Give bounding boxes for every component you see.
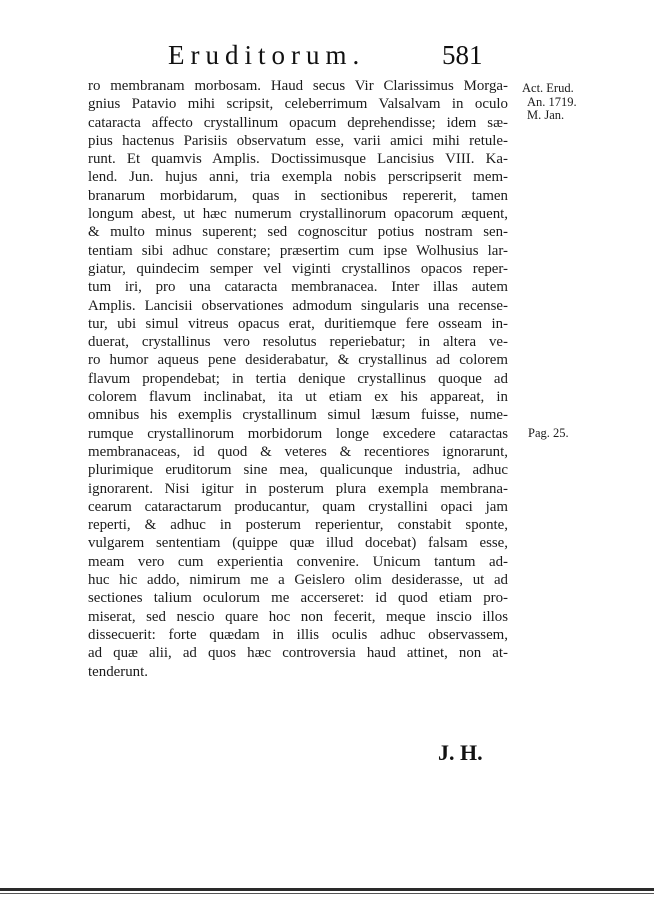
text-line: duerat, crystallinus vero resolutus reperiebatur; in altera ve- — [88, 334, 508, 351]
text-line: ad quæ alii, ad quos hæc controversia haud attinet, non at- — [88, 645, 508, 662]
text-line: longum abest, ut hæc numerum crystallinorum opacorum æquent, — [88, 206, 508, 223]
text-line: dissecuerit: forte quædam in illis oculis adhuc observassem, — [88, 626, 508, 643]
text-line: huc hic addo, nimirum me a Geislero olim desiderasse, ut ad — [88, 572, 508, 589]
text-line: miserat, sed nescio quare hoc non fecerit, meque inscio illos — [88, 608, 508, 625]
text-line: Amplis. Lancisii observationes admodum singularis una recense- — [88, 297, 508, 314]
text-line: pius hactenus Parisiis observatum esse, varii amici mihi retule- — [88, 132, 508, 149]
text-line: branarum morbidarum, quas in sectionibus repererit, tamen — [88, 187, 508, 204]
margin-note-acta — [522, 82, 652, 123]
text-line: plurimique eruditorum sine mea, qualicunque industria, adhuc — [88, 462, 508, 479]
text-line: colorem flavum inclinabat, ita ut etiam ex his appareat, in — [88, 389, 508, 406]
author-signature: J. H. — [438, 740, 483, 765]
text-line: & multo minus superent; sed cognoscitur potius nostram sen- — [88, 224, 508, 241]
body-text — [88, 77, 508, 681]
running-head-title: Eruditorum. — [168, 40, 366, 70]
text-line: tum iri, pro una cataracta membranacea. Inter illas autem — [88, 279, 508, 296]
text-line: membranaceas, id quod & veteres & recentiores ignorarunt, — [88, 443, 508, 460]
text-line: meam vero cum experientia convenire. Unicum tantum ad- — [88, 553, 508, 570]
bottom-rule — [0, 893, 654, 894]
text-line: rumque crystallinorum morbidorum longe excedere cataractas — [88, 425, 508, 442]
text-line: tur, ubi simul vitreus opacus erat, duritiemque fere osseam in- — [88, 315, 508, 332]
margin-note-acta-line: Act. Erud. — [522, 81, 574, 95]
text-line: reperti, & adhuc in posterum reperientur, constabit sponte, — [88, 517, 508, 534]
page-number: 581 — [442, 40, 483, 70]
text-line: vulgarem sententiam (quippe quæ illud docebat) falsam esse, — [88, 535, 508, 552]
text-line: cearum cataractarum producantur, quam crystallini opaci jam — [88, 498, 508, 515]
text-line: omnibus his exemplis crystallinum simul læsum fuisse, nume- — [88, 407, 508, 424]
bottom-rule — [0, 888, 654, 891]
text-line: gnius Patavio mihi scripsit, celeberrimum Valsalvam in oculo — [88, 96, 508, 113]
text-line: cataracta affecto crystallinum opacum deprehendisse; idem sæ- — [88, 114, 508, 131]
text-line: runt. Et quamvis Amplis. Doctissimusque Lancisius VIII. Ka- — [88, 151, 508, 168]
margin-note-acta-line: An. 1719. — [527, 94, 577, 109]
text-line: ro membranam morbosam. Haud secus Vir Clarissimus Morga- — [88, 78, 508, 94]
text-line: ro humor aqueus pene desiderabatur, & crystallinus ad colorem — [88, 352, 508, 369]
text-line: sectiones talium oculorum me accerseret: id quod etiam pro- — [88, 590, 508, 607]
text-line: lend. Jun. hujus anni, tria exempla nobis perscripserit mem- — [88, 169, 508, 186]
text-line: tenderunt. — [88, 663, 148, 680]
margin-note-acta-line: M. Jan. — [527, 108, 565, 122]
text-line: ignorarent. Nisi igitur in posterum plura exempla membrana- — [88, 480, 508, 497]
text-line: flavum propendebat; in tertia denique crystallinus quoque ad — [88, 370, 508, 387]
margin-note-page-ref: Pag. 25. — [528, 426, 569, 440]
text-line: giatur, quindecim semper vel viginti crystallinos opacos reper- — [88, 260, 508, 277]
text-line: tentiam sibi adhuc constare; præsertim cum ipse Wolhusius lar- — [88, 242, 508, 259]
